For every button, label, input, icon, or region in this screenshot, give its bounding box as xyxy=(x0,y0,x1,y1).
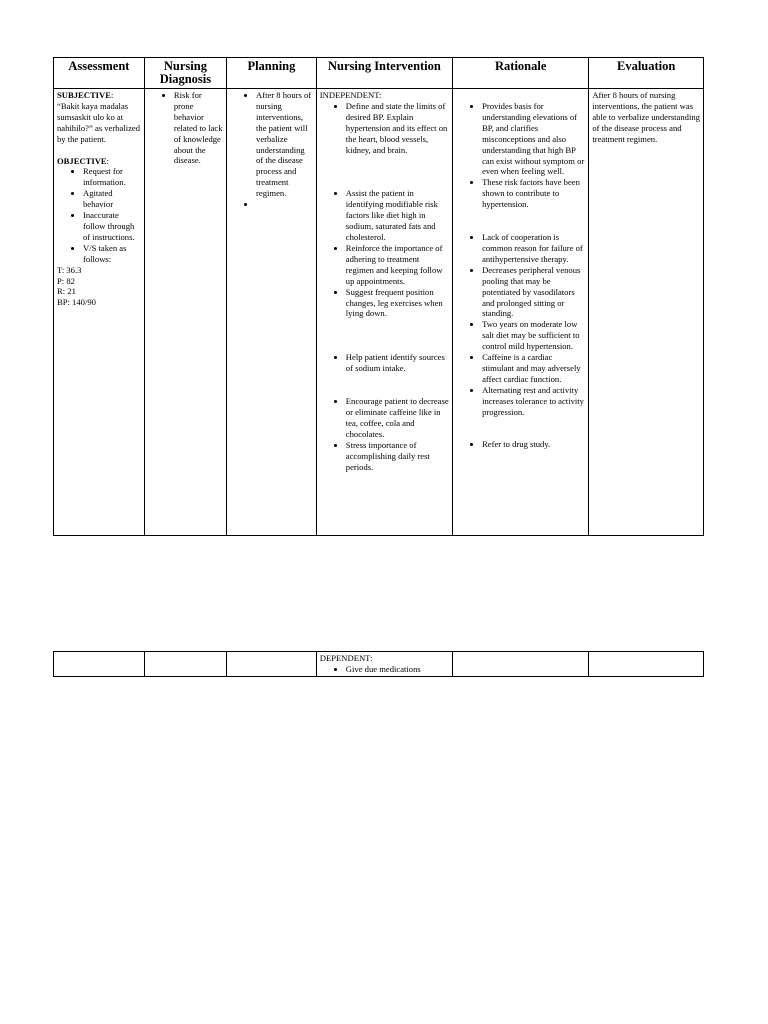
intervention-list xyxy=(320,396,449,472)
vital-sign: P: 82 xyxy=(57,275,75,286)
rationale-item: • Lack of cooperation is common reason for failure of antihypertensive therapy. xyxy=(482,232,585,265)
assessment-cell xyxy=(54,89,145,536)
independent-label: INDEPENDENT: xyxy=(319,90,382,100)
evaluation-header: Evaluation xyxy=(589,58,704,89)
rationale-item: • Provides basis for understanding elevations of BP, and clarifies misconceptions and also understanding that high BP can exist without symptom or even when feeling well. xyxy=(482,101,585,177)
objective-heading xyxy=(57,156,141,167)
intervention-item: • Assist the patient in identifying modifiable risk factors like diet high in sodium, saturated fats and cholesterol. xyxy=(346,188,449,243)
evaluation-cell xyxy=(589,89,704,536)
rationale-item: • Two years on moderate low salt diet may be sufficient to control mild hypertension. xyxy=(482,319,585,352)
vital-sign: R: 21 xyxy=(57,286,76,297)
vital-sign: BP: 140/90 xyxy=(57,297,96,308)
objective-item: • Request for information. xyxy=(83,166,141,188)
nursing-diagnosis-cell xyxy=(144,89,226,536)
rationale-list xyxy=(456,232,585,417)
rationale-item: • These risk factors have been shown to contribute to hypertension. xyxy=(482,177,585,210)
rationale-item: • Caffeine is a cardiac stimulant and may adversely affect cardiac function. xyxy=(482,352,585,385)
nursing-diagnosis-header-line2: Diagnosis xyxy=(159,72,212,86)
assessment-header: Assessment xyxy=(54,58,145,89)
empty-rationale-cell xyxy=(453,652,589,677)
empty-planning-cell xyxy=(227,652,317,677)
planning-item: • After 8 hours of nursing interventions, the patient will verbalize understanding of the disease process and treatment regimen. xyxy=(256,90,313,199)
care-plan-row xyxy=(54,89,704,536)
intervention-item: • Reinforce the importance of adhering to treatment regimen and keeping follow up appointments. xyxy=(346,243,449,287)
subjective-label: SUBJECTIVE xyxy=(57,90,111,100)
nursing-intervention-header: Nursing Intervention xyxy=(316,58,452,89)
nursing-diagnosis-header-line1: Nursing xyxy=(163,59,207,73)
empty-assessment-cell xyxy=(54,652,145,677)
intervention-list xyxy=(320,188,449,319)
empty-evaluation-cell xyxy=(589,652,704,677)
subjective-text: “Bakit kaya madalas sumsaskit ulo ko at nahihilo?” as verbalized by the patient. xyxy=(57,100,141,144)
dependent-row xyxy=(54,652,704,677)
diagnosis-item: • Risk for prone behavior related to lack of knowledge about the disease. xyxy=(174,90,223,166)
intervention-item: • Help patient identify sources of sodium intake. xyxy=(346,352,449,374)
objective-item: • V/S taken as follows: xyxy=(83,243,141,265)
header-row xyxy=(54,58,704,89)
rationale-header: Rationale xyxy=(453,58,589,89)
nursing-intervention-cell xyxy=(316,89,452,536)
intervention-item: • Suggest frequent position changes, leg exercises when lying down. xyxy=(346,287,449,320)
planning-header: Planning xyxy=(227,58,317,89)
rationale-item: • Alternating rest and activity increases tolerance to activity progression. xyxy=(482,385,585,418)
objective-item: • Inaccurate follow through of instructions. xyxy=(83,210,141,243)
dependent-intervention-table xyxy=(53,651,704,677)
dependent-list xyxy=(320,664,449,675)
subjective-colon: : xyxy=(110,90,114,100)
diagnosis-list xyxy=(148,90,223,166)
intervention-list xyxy=(320,352,449,374)
empty-diagnosis-cell xyxy=(144,652,226,677)
dependent-label: DEPENDENT: xyxy=(319,653,373,663)
planning-item-empty xyxy=(256,199,313,210)
intervention-item: • Stress importance of accomplishing daily rest periods. xyxy=(346,440,449,473)
objective-list xyxy=(57,166,141,264)
objective-colon: : xyxy=(106,155,110,166)
evaluation-text: After 8 hours of nursing interventions, the patient was able to verbalize understanding of the disease process and treatment regimen. xyxy=(592,90,700,144)
nursing-diagnosis-header xyxy=(144,58,226,89)
objective-item: • Agitated behavior xyxy=(83,188,141,210)
rationale-item: • Refer to drug study. xyxy=(482,439,585,450)
objective-label: OBJECTIVE xyxy=(57,155,107,166)
subjective-heading xyxy=(57,90,141,101)
intervention-item: • Define and state the limits of desired BP. Explain hypertension and its effect on the heart, blood vessels, kidney, and brain. xyxy=(346,101,449,156)
vital-sign: T: 36.3 xyxy=(57,264,82,275)
dependent-intervention-cell xyxy=(316,652,452,677)
intervention-item: • Encourage patient to decrease or eliminate caffeine like in tea, coffee, cola and chocolates. xyxy=(346,396,449,440)
planning-cell xyxy=(227,89,317,536)
planning-list xyxy=(230,90,313,210)
rationale-cell xyxy=(453,89,589,536)
rationale-item: • Decreases peripheral venous pooling that may be potentiated by vasodilators and prolonged sitting or standing. xyxy=(482,265,585,320)
rationale-list xyxy=(456,439,585,450)
rationale-list xyxy=(456,101,585,210)
dependent-item: • Give due medications xyxy=(346,664,449,675)
intervention-list xyxy=(320,101,449,156)
nursing-care-plan-table xyxy=(53,57,704,536)
